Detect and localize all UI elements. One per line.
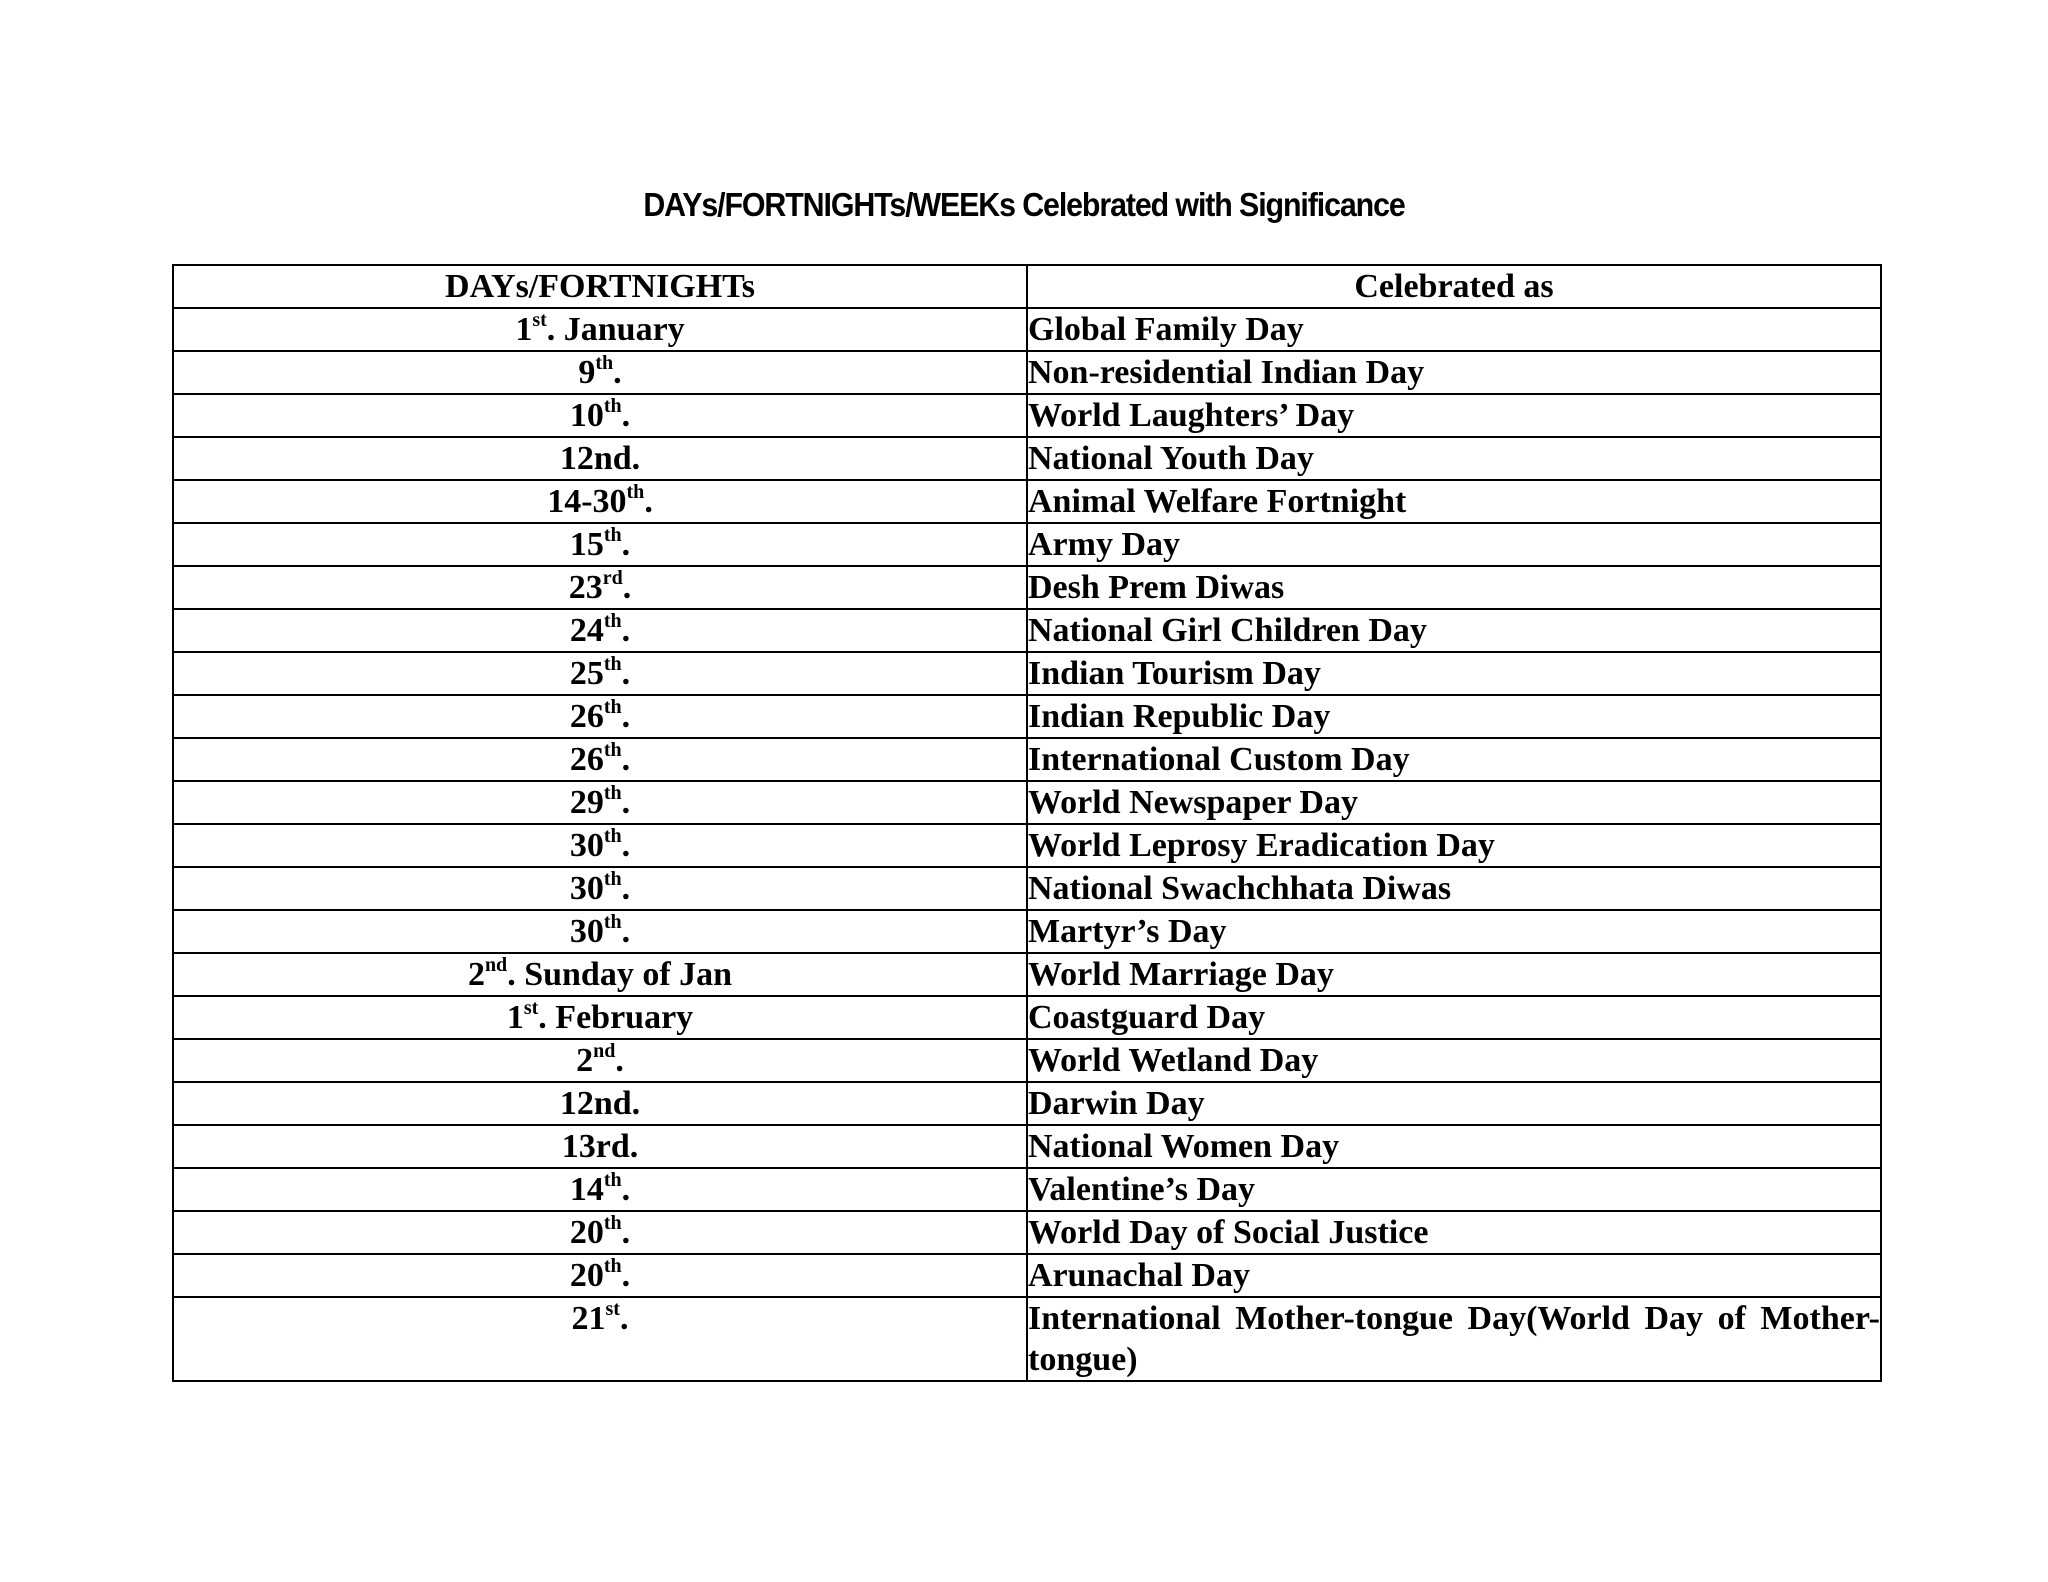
date-ordinal-suffix: th xyxy=(603,696,622,718)
date-number: 13rd. xyxy=(561,1128,639,1165)
date-rest: . xyxy=(622,569,632,606)
date-cell xyxy=(173,1082,1027,1125)
date-number: 30 xyxy=(569,913,604,950)
date-rest: . xyxy=(621,784,631,821)
date-rest: . xyxy=(621,1214,631,1251)
date-cell xyxy=(173,996,1027,1039)
date-rest: . February xyxy=(538,999,694,1036)
date-ordinal-suffix: th xyxy=(603,653,622,675)
date-cell xyxy=(173,523,1027,566)
table-row xyxy=(173,652,1881,695)
celebration-name: Animal Welfare Fortnight xyxy=(1027,480,1881,523)
date-rest: . Sunday of Jan xyxy=(507,956,733,993)
date-rest: . xyxy=(621,655,631,692)
date-rest: . xyxy=(615,1042,624,1079)
table-row xyxy=(173,480,1881,523)
date-rest: . xyxy=(621,1171,631,1208)
celebration-name: World Day of Social Justice xyxy=(1027,1211,1881,1254)
date-number: 26 xyxy=(569,741,604,778)
table-row xyxy=(173,867,1881,910)
date-rest: . xyxy=(621,698,631,735)
date-ordinal-suffix: rd xyxy=(602,567,623,589)
date-number: 14-30 xyxy=(547,483,627,520)
page-title: DAYs/FORTNIGHTs/WEEKs Celebrated with Significance xyxy=(643,186,1405,223)
table-header-row xyxy=(173,265,1881,308)
date-cell xyxy=(173,824,1027,867)
date-number: 24 xyxy=(569,612,604,649)
date-number: 2 xyxy=(576,1042,594,1079)
date-cell xyxy=(173,437,1027,480)
table-row xyxy=(173,1297,1881,1381)
date-ordinal-suffix: st xyxy=(532,309,547,331)
date-number: 12nd. xyxy=(559,1085,641,1122)
date-ordinal-suffix: th xyxy=(603,395,622,417)
date-rest: . xyxy=(621,397,631,434)
date-ordinal-suffix: st xyxy=(605,1298,620,1320)
date-rest: . xyxy=(621,827,631,864)
date-rest: . xyxy=(621,870,631,907)
date-cell xyxy=(173,609,1027,652)
date-cell xyxy=(173,566,1027,609)
table-row xyxy=(173,996,1881,1039)
table-row xyxy=(173,1082,1881,1125)
date-number: 10 xyxy=(569,397,604,434)
date-cell xyxy=(173,867,1027,910)
date-number: 9 xyxy=(578,354,596,391)
table-row xyxy=(173,394,1881,437)
date-ordinal-suffix: th xyxy=(603,524,622,546)
date-rest: . xyxy=(613,354,622,391)
celebration-name: Indian Republic Day xyxy=(1027,695,1881,738)
date-number: 14 xyxy=(569,1171,604,1208)
celebration-name: National Women Day xyxy=(1027,1125,1881,1168)
date-ordinal-suffix: th xyxy=(595,352,614,374)
date-number: 15 xyxy=(569,526,604,563)
date-number: 25 xyxy=(569,655,604,692)
date-cell xyxy=(173,480,1027,523)
table-row xyxy=(173,609,1881,652)
date-ordinal-suffix: th xyxy=(603,739,622,761)
date-cell xyxy=(173,781,1027,824)
date-cell xyxy=(173,1211,1027,1254)
date-number: 20 xyxy=(569,1214,604,1251)
date-ordinal-suffix: th xyxy=(603,1169,622,1191)
date-number: 26 xyxy=(569,698,604,735)
celebration-name: International Mother-tongue Day(World Day of Mother-tongue) xyxy=(1027,1297,1881,1381)
table-row xyxy=(173,1125,1881,1168)
date-cell xyxy=(173,1039,1027,1082)
date-ordinal-suffix: th xyxy=(603,825,622,847)
celebration-name: Army Day xyxy=(1027,523,1881,566)
date-number: 1 xyxy=(515,311,533,348)
table-row xyxy=(173,351,1881,394)
table-row xyxy=(173,566,1881,609)
table-body xyxy=(173,308,1881,1381)
date-rest: . xyxy=(621,913,631,950)
date-cell xyxy=(173,351,1027,394)
date-cell xyxy=(173,1254,1027,1297)
date-number: 12nd. xyxy=(559,440,641,477)
date-ordinal-suffix: th xyxy=(626,481,645,503)
celebration-name: International Custom Day xyxy=(1027,738,1881,781)
date-ordinal-suffix: st xyxy=(523,997,539,1019)
date-rest: . xyxy=(621,1257,631,1294)
celebration-name: World Newspaper Day xyxy=(1027,781,1881,824)
celebration-name: National Girl Children Day xyxy=(1027,609,1881,652)
celebration-name: National Youth Day xyxy=(1027,437,1881,480)
celebration-name: Non-residential Indian Day xyxy=(1027,351,1881,394)
table-row xyxy=(173,738,1881,781)
celebration-name: National Swachchhata Diwas xyxy=(1027,867,1881,910)
celebration-name: Indian Tourism Day xyxy=(1027,652,1881,695)
date-rest: . xyxy=(621,612,631,649)
date-ordinal-suffix: th xyxy=(603,911,622,933)
date-cell xyxy=(173,308,1027,351)
date-ordinal-suffix: nd xyxy=(593,1040,616,1062)
date-cell xyxy=(173,910,1027,953)
table-row xyxy=(173,695,1881,738)
date-rest: . xyxy=(621,526,631,563)
date-ordinal-suffix: th xyxy=(603,1212,622,1234)
date-ordinal-suffix: th xyxy=(603,610,622,632)
date-cell xyxy=(173,695,1027,738)
date-cell xyxy=(173,953,1027,996)
celebration-name: World Marriage Day xyxy=(1027,953,1881,996)
date-rest: . January xyxy=(546,311,685,348)
celebration-name: Valentine’s Day xyxy=(1027,1168,1881,1211)
date-number: 30 xyxy=(569,870,604,907)
date-rest: . xyxy=(644,483,653,520)
table-row xyxy=(173,1254,1881,1297)
date-cell xyxy=(173,738,1027,781)
header-celebrated-as: Celebrated as xyxy=(1027,265,1881,308)
date-number: 30 xyxy=(569,827,604,864)
table-row xyxy=(173,523,1881,566)
date-ordinal-suffix: nd xyxy=(484,954,508,976)
celebration-name: Martyr’s Day xyxy=(1027,910,1881,953)
date-ordinal-suffix: th xyxy=(603,868,622,890)
date-number: 2 xyxy=(467,956,485,993)
date-cell xyxy=(173,1297,1027,1381)
date-ordinal-suffix: th xyxy=(603,1255,622,1277)
table-row xyxy=(173,910,1881,953)
table-row xyxy=(173,824,1881,867)
celebration-name: Arunachal Day xyxy=(1027,1254,1881,1297)
table-row xyxy=(173,437,1881,480)
date-rest: . xyxy=(619,1300,629,1337)
celebration-name: Darwin Day xyxy=(1027,1082,1881,1125)
date-number: 21 xyxy=(571,1300,606,1337)
date-number: 29 xyxy=(569,784,604,821)
celebrations-table xyxy=(172,264,1882,1382)
date-cell xyxy=(173,394,1027,437)
celebration-name: World Wetland Day xyxy=(1027,1039,1881,1082)
table-row xyxy=(173,1039,1881,1082)
celebration-name: World Leprosy Eradication Day xyxy=(1027,824,1881,867)
table-row xyxy=(173,953,1881,996)
table-row xyxy=(173,1211,1881,1254)
table-row xyxy=(173,308,1881,351)
celebration-name: Desh Prem Diwas xyxy=(1027,566,1881,609)
table-row xyxy=(173,781,1881,824)
celebration-name: World Laughters’ Day xyxy=(1027,394,1881,437)
celebration-name: Global Family Day xyxy=(1027,308,1881,351)
date-ordinal-suffix: th xyxy=(603,782,622,804)
date-number: 20 xyxy=(569,1257,604,1294)
date-number: 1 xyxy=(506,999,524,1036)
date-number: 23 xyxy=(568,569,603,606)
date-cell xyxy=(173,1125,1027,1168)
date-cell xyxy=(173,1168,1027,1211)
header-days-fortnights: DAYs/FORTNIGHTs xyxy=(173,265,1027,308)
table-row xyxy=(173,1168,1881,1211)
date-cell xyxy=(173,652,1027,695)
celebration-name: Coastguard Day xyxy=(1027,996,1881,1039)
date-rest: . xyxy=(621,741,631,778)
